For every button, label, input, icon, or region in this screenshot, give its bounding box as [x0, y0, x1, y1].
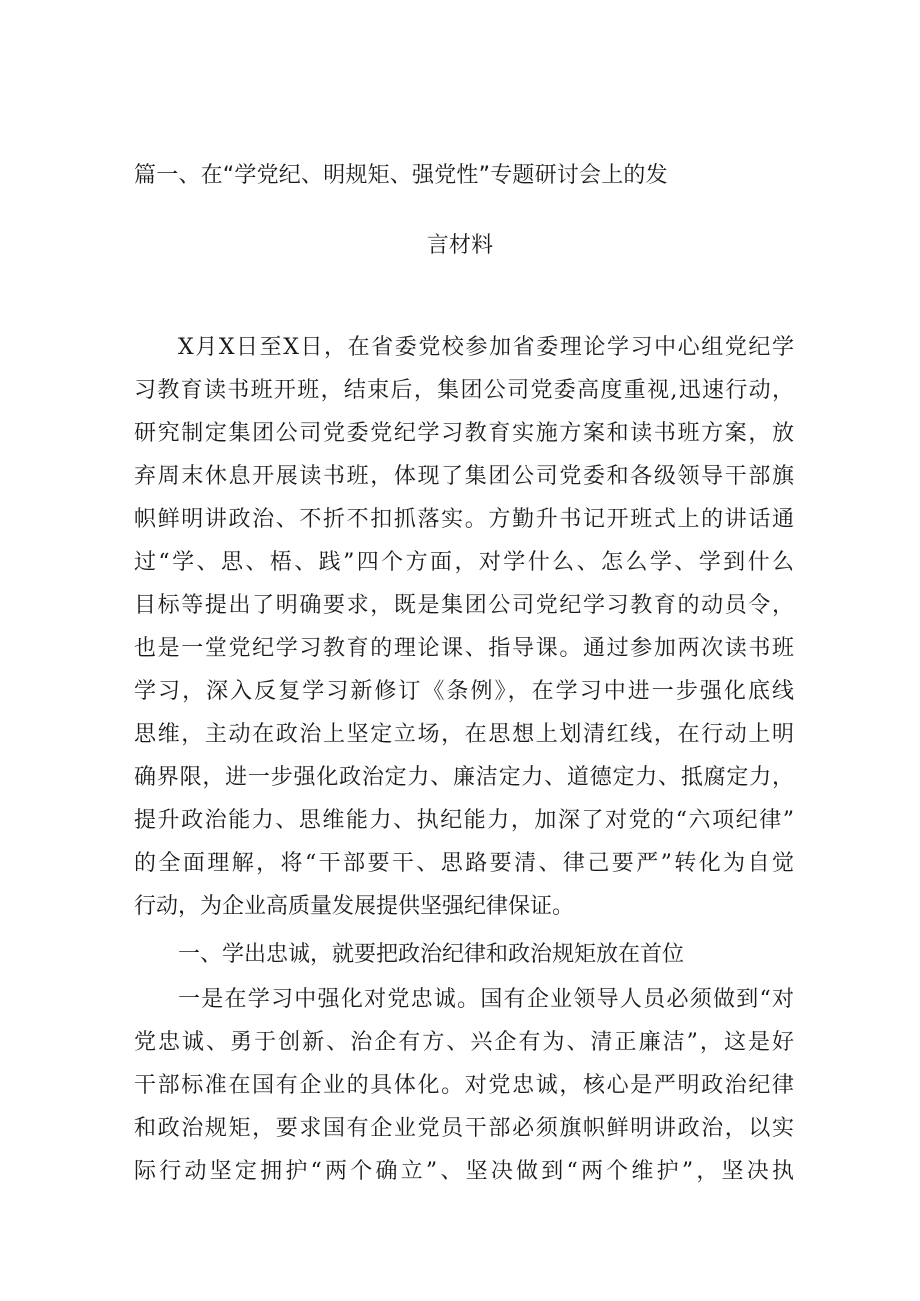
paragraph-line: 目标等提出了明确要求，既是集团公司党纪学习教育的动员令，: [134, 593, 794, 618]
paragraph-line: 习教育读书班开班，结束后，集团公司党委高度重视,迅速行动，: [134, 378, 794, 403]
paragraph-line: X月X日至X日，在省委党校参加省委理论学习中心组党纪学: [178, 335, 794, 360]
paragraph-line: 际行动坚定拥护“两个确立”、坚决做到“两个维护”，坚决执: [134, 1159, 794, 1184]
paragraph-line: 党忠诚、勇于创新、治企有方、兴企有为、清正廉洁”，这是好: [134, 1030, 794, 1055]
paragraph-line: 帜鲜明讲政治、不折不扣抓落实。方勤升书记开班式上的讲话通: [134, 507, 794, 532]
paragraph-line: 过“学、思、梧、践”四个方面，对学什么、怎么学、学到什么: [134, 550, 794, 575]
document-title-line-2: 言材料: [426, 233, 494, 258]
paragraph-line: 和政治规矩，要求国有企业党员干部必须旗帜鲜明讲政治，以实: [134, 1116, 794, 1141]
paragraph-line: 干部标准在国有企业的具体化。对党忠诚，核心是严明政治纪律: [134, 1073, 794, 1098]
document-title-line-1: 篇一、在“学党纪、明规矩、强党性”专题研讨会上的发: [134, 163, 668, 188]
paragraph-line: 思维，主动在政治上坚定立场，在思想上划清红线，在行动上明: [134, 722, 794, 747]
paragraph-line: 学习，深入反复学习新修订《条例》，在学习中进一步强化底线: [134, 679, 794, 704]
paragraph-line: 也是一堂党纪学习教育的理论课、指导课。通过参加两次读书班: [134, 636, 794, 661]
paragraph-line: 研究制定集团公司党委党纪学习教育实施方案和读书班方案，放: [134, 421, 794, 446]
paragraph-line: 的全面理解，将“干部要干、思路要清、律己要严”转化为自觉: [134, 851, 794, 876]
paragraph-line: 行动，为企业高质量发展提供坚强纪律保证。: [134, 894, 575, 919]
paragraph-line: 弃周末休息开展读书班，体现了集团公司党委和各级领导干部旗: [134, 464, 794, 489]
paragraph-line: 一是在学习中强化对党忠诚。国有企业领导人员必须做到“对: [178, 987, 794, 1012]
section-heading-1: 一、学出忠诚，就要把政治纪律和政治规矩放在首位: [178, 942, 685, 967]
paragraph-line: 确界限，进一步强化政治定力、廉洁定力、道德定力、抵腐定力，: [134, 765, 794, 790]
paragraph-line: 提升政治能力、思维能力、执纪能力，加深了对党的“六项纪律”: [134, 808, 794, 833]
